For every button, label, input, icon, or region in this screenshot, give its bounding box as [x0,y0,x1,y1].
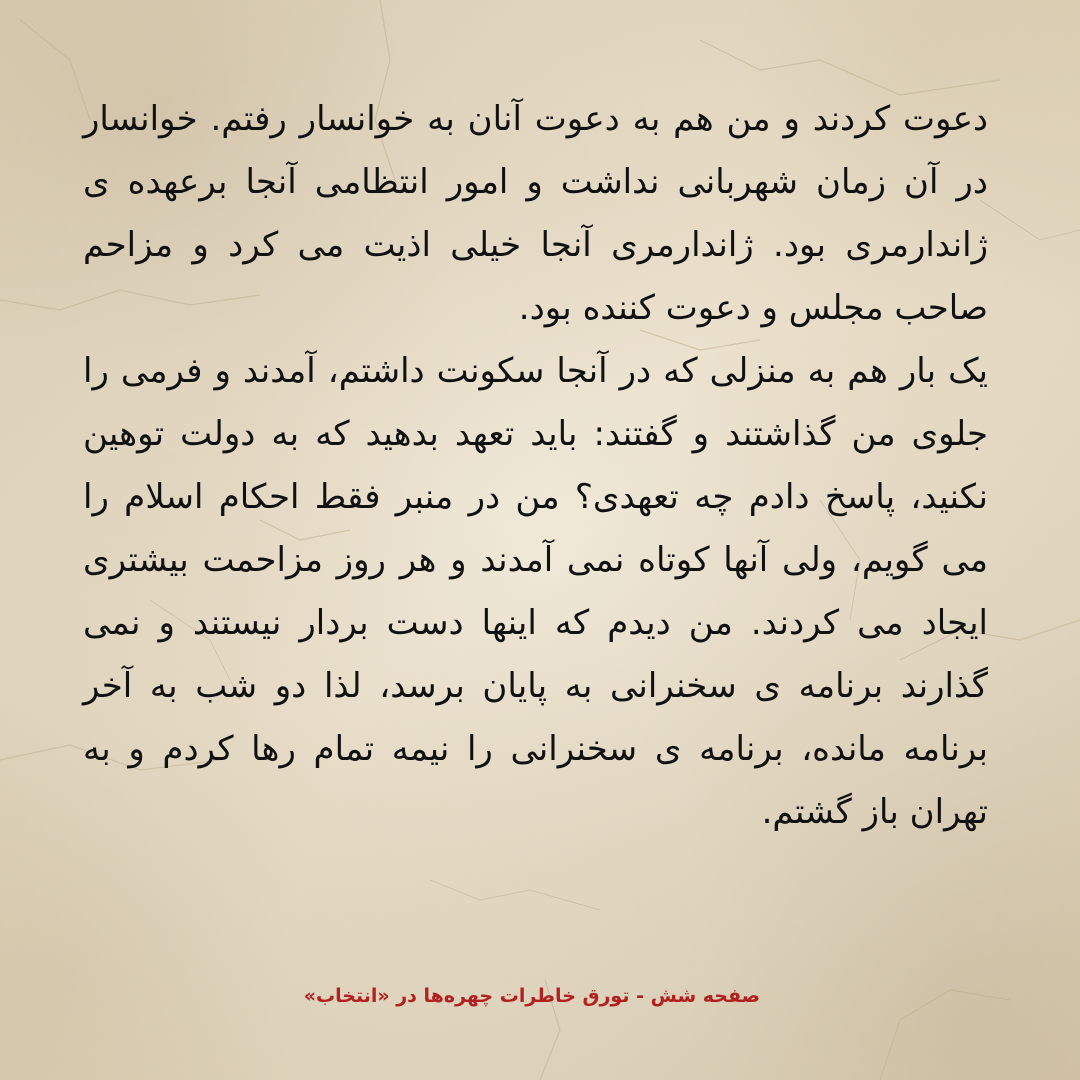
paragraph-1: دعوت کردند و من هم به دعوت آنان به خوانسار رفتم. خوانسار در آن زمان شهربانی نداشت و امور انتظامی آنجا برعهده ی ژاندارمری بود. ژاندارمری آنجا خیلی اذیت می کرد و مزاحم صاحب مجلس و دعوت کننده بود. [83,99,988,328]
memoir-text [83,88,988,844]
paragraph-2: یک بار هم به منزلی که در آنجا سکونت داشتم، آمدند و فرمی را جلوی من گذاشتند و گفتند: باید تعهد بدهید که به دولت توهین نکنید، پاسخ دادم چه تعهدی؟ من در منبر فقط احکام اسلام را می گویم، ولی آنها کوتاه نمی آمدند و هر روز مزاحمت بیشتری ایجاد می کردند. من دیدم که اینها دست بردار نیستند و نمی گذارند برنامه ی سخنرانی به پایان برسد، لذا دو شب به آخر برنامه مانده، برنامه ی سخنرانی را نیمه تمام رها کردم و به تهران باز گشتم. [83,351,988,832]
source-caption: صفحه شش - تورق خاطرات چهره‌ها در «انتخاب» [303,985,760,1007]
